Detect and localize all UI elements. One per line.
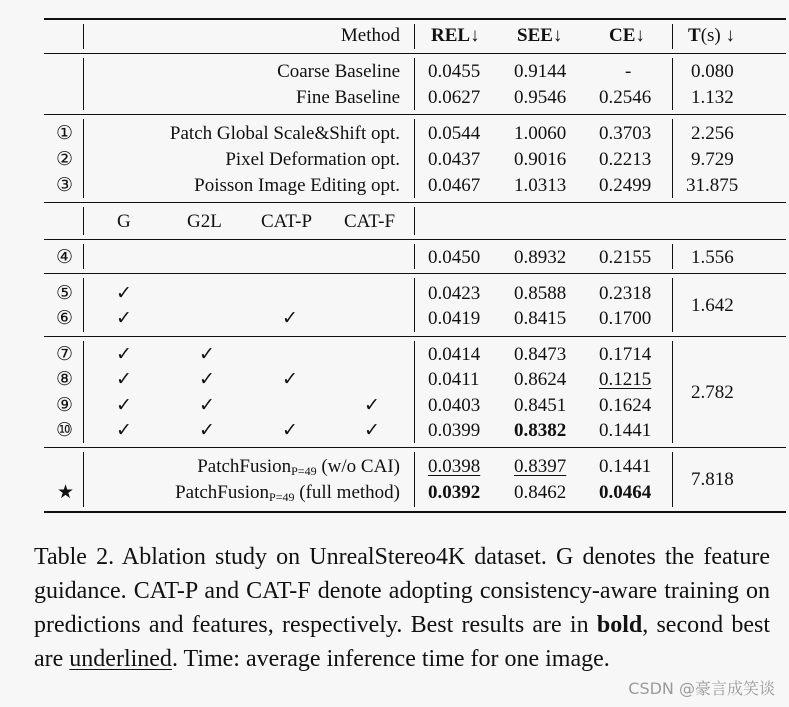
opt-method: Patch Global Scale&Shift opt.	[169, 123, 400, 144]
ablation-see: 0.8451	[514, 395, 567, 416]
check-cat-p: ✓	[282, 420, 298, 441]
baseline-time: 0.080	[691, 61, 734, 82]
check-g: ✓	[116, 420, 132, 441]
final-rel-best: 0.0392	[428, 482, 481, 503]
row-id: ⑤	[56, 283, 74, 304]
ablation-rel: 0.0414	[428, 344, 481, 365]
final-method-sub: P=49	[269, 490, 295, 504]
ablation-ce: 0.2318	[599, 283, 652, 304]
baseline-method: Coarse Baseline	[277, 61, 400, 82]
check-g2l: ✓	[199, 395, 215, 416]
vrule-id	[83, 24, 84, 49]
group-time: 1.642	[691, 295, 734, 316]
check-g: ✓	[116, 283, 132, 304]
vrule-time	[672, 58, 673, 110]
group-time: 2.782	[691, 382, 734, 403]
baseline-see: 0.9546	[514, 87, 567, 108]
opt-time: 9.729	[691, 149, 734, 170]
opt-ce: 0.3703	[599, 123, 652, 144]
vrule-time	[672, 119, 673, 198]
vrule-time	[672, 278, 673, 332]
check-cat-p: ✓	[282, 369, 298, 390]
star-icon: ★	[57, 482, 75, 503]
col-header-ce: CE↓	[609, 25, 645, 46]
col-header-time-label: T	[688, 25, 701, 46]
final-ce-best: 0.0464	[599, 482, 652, 503]
check-cat-f: ✓	[364, 395, 380, 416]
vrule-id	[83, 119, 84, 198]
row-id: ②	[56, 149, 74, 170]
vrule-id	[83, 278, 84, 332]
rule-rows710	[44, 447, 786, 448]
table-caption	[34, 540, 770, 676]
col-header-cat-p: CAT-P	[261, 211, 313, 232]
col-header-g2l: G2L	[187, 211, 222, 232]
col-header-cat-f: CAT-F	[344, 211, 396, 232]
final-method-suffix: (w/o CAI)	[316, 456, 400, 477]
final-ce: 0.1441	[599, 456, 652, 477]
final-method-name: PatchFusion	[175, 482, 270, 503]
check-g: ✓	[116, 344, 132, 365]
caption-text: , second best are	[34, 612, 771, 672]
vrule-id	[83, 58, 84, 110]
row-id: ⑥	[56, 308, 74, 329]
col-header-time-unit: (s) ↓	[700, 25, 735, 46]
ablation-ce-second-best: 0.1215	[599, 369, 652, 390]
col-header-rel: REL↓	[431, 25, 480, 46]
check-g: ✓	[116, 369, 132, 390]
col-header-g: G	[117, 211, 131, 232]
final-method-sub: P=49	[291, 464, 317, 478]
ablation-see: 0.8415	[514, 308, 567, 329]
ablation-rel: 0.0450	[428, 247, 481, 268]
vrule-metrics	[414, 58, 415, 110]
rule-header	[44, 53, 786, 54]
final-method	[197, 457, 400, 477]
opt-rel: 0.0437	[428, 149, 481, 170]
ablation-ce: 0.1714	[599, 344, 652, 365]
ablation-ce: 0.1624	[599, 395, 652, 416]
col-header-see: SEE↓	[517, 25, 563, 46]
ablation-see: 0.8932	[514, 247, 567, 268]
final-method-suffix: (full method)	[294, 482, 400, 503]
caption-text: . Time: average inference time for one image.	[171, 646, 610, 672]
ablation-rel: 0.0403	[428, 395, 481, 416]
row-id: ⑨	[56, 395, 74, 416]
baseline-ce: -	[625, 61, 632, 82]
ablation-rel: 0.0411	[428, 369, 480, 390]
vrule-time	[672, 24, 673, 49]
ablation-rel: 0.0423	[428, 283, 481, 304]
final-see: 0.8462	[514, 482, 567, 503]
baseline-time: 1.132	[691, 87, 734, 108]
row-id: ④	[56, 247, 74, 268]
ablation-see: 0.8588	[514, 283, 567, 304]
caption-text: Table 2. Ablation study on UnrealStereo4K dataset. G denotes the feature guidance. CAT-P and CAT-F denote adopting consistency-aware training on predictions and features, respectively. Best results are in	[34, 544, 770, 638]
baseline-rel: 0.0627	[428, 87, 481, 108]
final-method	[175, 483, 400, 503]
caption-underlined: underlined	[69, 646, 172, 672]
final-rel-second-best: 0.0398	[428, 456, 481, 477]
ablation-see: 0.8473	[514, 344, 567, 365]
vrule-time	[672, 452, 673, 507]
check-g2l: ✓	[199, 344, 215, 365]
vrule-time	[672, 341, 673, 443]
row-id: ⑧	[56, 369, 74, 390]
opt-see: 0.9016	[514, 149, 567, 170]
row-id: ①	[56, 123, 74, 144]
ablation-ce: 0.2155	[599, 247, 652, 268]
watermark: CSDN @豪言成笑谈	[628, 679, 775, 698]
check-cat-f: ✓	[364, 420, 380, 441]
ablation-rel: 0.0419	[428, 308, 481, 329]
vrule-metrics	[414, 207, 415, 235]
ablation-ce: 0.1700	[599, 308, 652, 329]
final-method-name: PatchFusion	[197, 456, 292, 477]
opt-method: Pixel Deformation opt.	[225, 149, 400, 170]
group-time: 7.818	[691, 469, 734, 490]
final-see-second-best: 0.8397	[514, 456, 567, 477]
rule-rows56	[44, 336, 786, 337]
vrule-id	[83, 341, 84, 443]
check-cat-p: ✓	[282, 308, 298, 329]
baseline-rel: 0.0455	[428, 61, 481, 82]
check-g2l: ✓	[199, 369, 215, 390]
ablation-rel: 0.0399	[428, 420, 481, 441]
rule-row4	[44, 273, 786, 274]
check-g: ✓	[116, 395, 132, 416]
vrule-id	[83, 207, 84, 235]
rule-bottom	[44, 511, 786, 513]
opt-see: 1.0313	[514, 175, 567, 196]
opt-ce: 0.2499	[599, 175, 652, 196]
vrule-id	[83, 452, 84, 507]
vrule-metrics	[414, 244, 415, 269]
vrule-time	[672, 244, 673, 269]
row-id: ⑩	[56, 420, 74, 441]
opt-rel: 0.0467	[428, 175, 481, 196]
opt-rel: 0.0544	[428, 123, 481, 144]
vrule-metrics	[414, 452, 415, 507]
vrule-id	[83, 244, 84, 269]
col-header-method: Method	[340, 25, 400, 46]
group-time: 1.556	[691, 247, 734, 268]
row-id: ③	[56, 175, 74, 196]
opt-see: 1.0060	[514, 123, 567, 144]
check-g2l: ✓	[199, 420, 215, 441]
vrule-metrics	[414, 24, 415, 49]
opt-method: Poisson Image Editing opt.	[194, 175, 400, 196]
baseline-ce: 0.2546	[599, 87, 652, 108]
row-id: ⑦	[56, 344, 74, 365]
ablation-see-best: 0.8382	[514, 420, 567, 441]
opt-time: 2.256	[691, 123, 734, 144]
vrule-metrics	[414, 119, 415, 198]
caption-bold: bold	[596, 612, 643, 638]
opt-ce: 0.2213	[599, 149, 652, 170]
opt-time: 31.875	[686, 175, 739, 196]
baseline-method: Fine Baseline	[296, 87, 400, 108]
rule-opts	[44, 202, 786, 203]
vrule-metrics	[414, 341, 415, 443]
rule-top	[44, 18, 786, 20]
rule-subheader	[44, 239, 786, 240]
rule-baselines	[44, 114, 786, 115]
check-g: ✓	[116, 308, 132, 329]
ablation-ce: 0.1441	[599, 420, 652, 441]
col-header-time	[688, 26, 735, 45]
baseline-see: 0.9144	[514, 61, 567, 82]
ablation-see: 0.8624	[514, 369, 567, 390]
vrule-metrics	[414, 278, 415, 332]
